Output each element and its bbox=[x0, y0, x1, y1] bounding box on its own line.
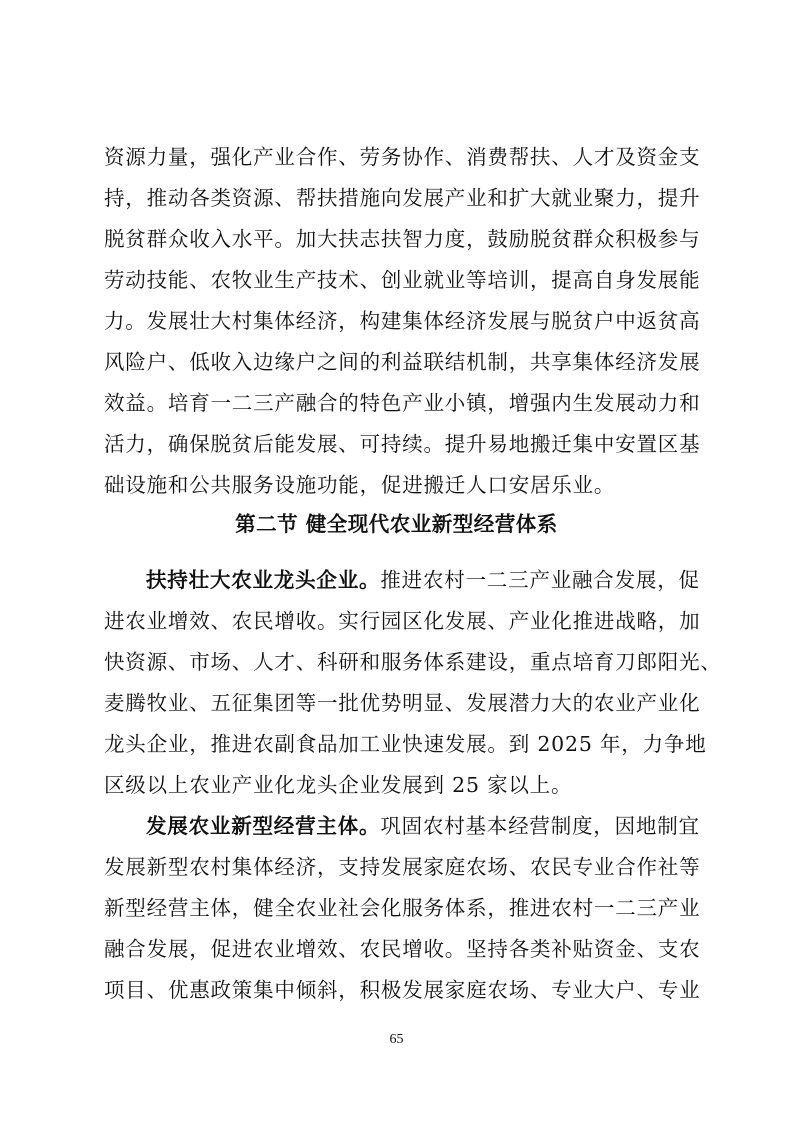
page-number: 65 bbox=[389, 1032, 404, 1047]
text-line: 融合发展，促进农业增效、农民增收。坚持各类补贴资金、支农 bbox=[104, 937, 701, 961]
section-heading: 第二节 健全现代农业新型经营体系 bbox=[235, 512, 558, 536]
text-line: 龙头企业，推进农副食品加工业快速发展。到 2025 年，力争地 bbox=[104, 732, 707, 756]
text-line: 新型经营主体，健全农业社会化服务体系，推进农村一二三产业 bbox=[104, 896, 701, 920]
text-line: 项目、优惠政策集中倾斜，积极发展家庭农场、专业大户、专业 bbox=[104, 978, 701, 1002]
text-line bbox=[146, 565, 700, 595]
bold-lead-text: 发展农业新型经营主体。 bbox=[146, 814, 381, 838]
text-line: 快资源、市场、人才、科研和服务体系建设，重点培育刀郎阳光、 bbox=[104, 650, 722, 674]
text-line: 进农业增效、农民增收。实行园区化发展、产业化推进战略，加 bbox=[104, 609, 701, 633]
text-line: 麦腾牧业、五征集团等一批优势明显、发展潜力大的农业产业化 bbox=[104, 691, 701, 715]
text-fragment: 巩固农村基本经营制度，因地制宜 bbox=[380, 814, 700, 838]
text-line: 劳动技能、农牧业生产技术、创业就业等培训，提高自身发展能 bbox=[104, 268, 701, 292]
bold-lead-text: 扶持壮大农业龙头企业。 bbox=[146, 568, 381, 592]
text-line: 区级以上农业产业化龙头企业发展到 25 家以上。 bbox=[104, 773, 573, 797]
text-line: 资源力量，强化产业合作、劳务协作、消费帮扶、人才及资金支 bbox=[104, 145, 701, 169]
text-line bbox=[146, 811, 700, 841]
text-line: 力。发展壮大村集体经济，构建集体经济发展与脱贫户中返贫高 bbox=[104, 309, 701, 333]
text-line: 效益。培育一二三产融合的特色产业小镇，增强内生发展动力和 bbox=[104, 391, 701, 415]
text-fragment: 推进农村一二三产业融合发展，促 bbox=[380, 568, 700, 592]
text-line: 风险户、低收入边缘户之间的利益联结机制，共享集体经济发展 bbox=[104, 350, 701, 374]
text-line: 础设施和公共服务设施功能，促进搬迁人口安居乐业。 bbox=[104, 473, 616, 497]
text-line: 活力，确保脱贫后能发展、可持续。提升易地搬迁集中安置区基 bbox=[104, 432, 701, 456]
text-line: 持，推动各类资源、帮扶措施向发展产业和扩大就业聚力，提升 bbox=[104, 186, 701, 210]
text-line: 发展新型农村集体经济，支持发展家庭农场、农民专业合作社等 bbox=[104, 855, 701, 879]
text-line: 脱贫群众收入水平。加大扶志扶智力度，鼓励脱贫群众积极参与 bbox=[104, 227, 701, 251]
